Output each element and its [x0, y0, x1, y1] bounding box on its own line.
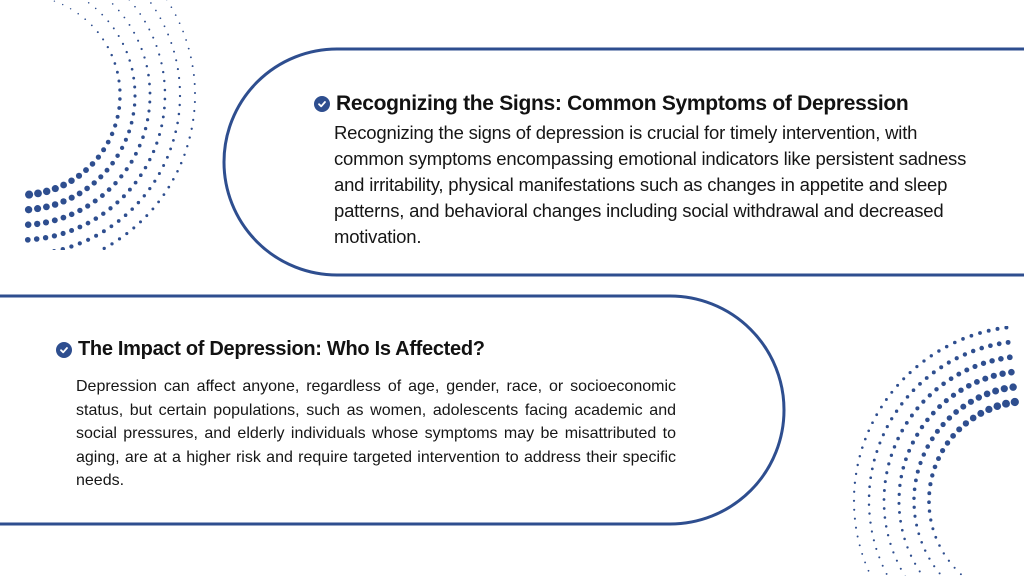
- top-card-body: Recognizing the signs of depression is crucial for timely intervention, with common symptoms encompassing emotional indicators like persistent sadness and irritability, physical manifestations such as changes in appetite and sleep patterns, and behavioral changes including social withdrawal and decreased motivation.: [334, 122, 967, 247]
- top-card-heading: [314, 92, 984, 116]
- bottom-card-body: Depression can affect anyone, regardless of age, gender, race, or socioeconomic status, but certain populations, such as women, adolescents facing academic and social pressures, and elderly individuals whose symptoms may be misattributed to aging, are at a higher risk and require targeted intervention to address their specific needs.: [76, 378, 676, 489]
- top-card-title: Recognizing the Signs: Common Symptoms of Depression: [336, 92, 909, 115]
- top-card: [314, 92, 984, 250]
- bottom-card-heading: [56, 338, 676, 361]
- check-circle-icon: [56, 342, 72, 358]
- bottom-card: [56, 338, 676, 493]
- check-circle-icon: [314, 96, 330, 112]
- bottom-card-title: The Impact of Depression: Who Is Affected?: [78, 338, 485, 360]
